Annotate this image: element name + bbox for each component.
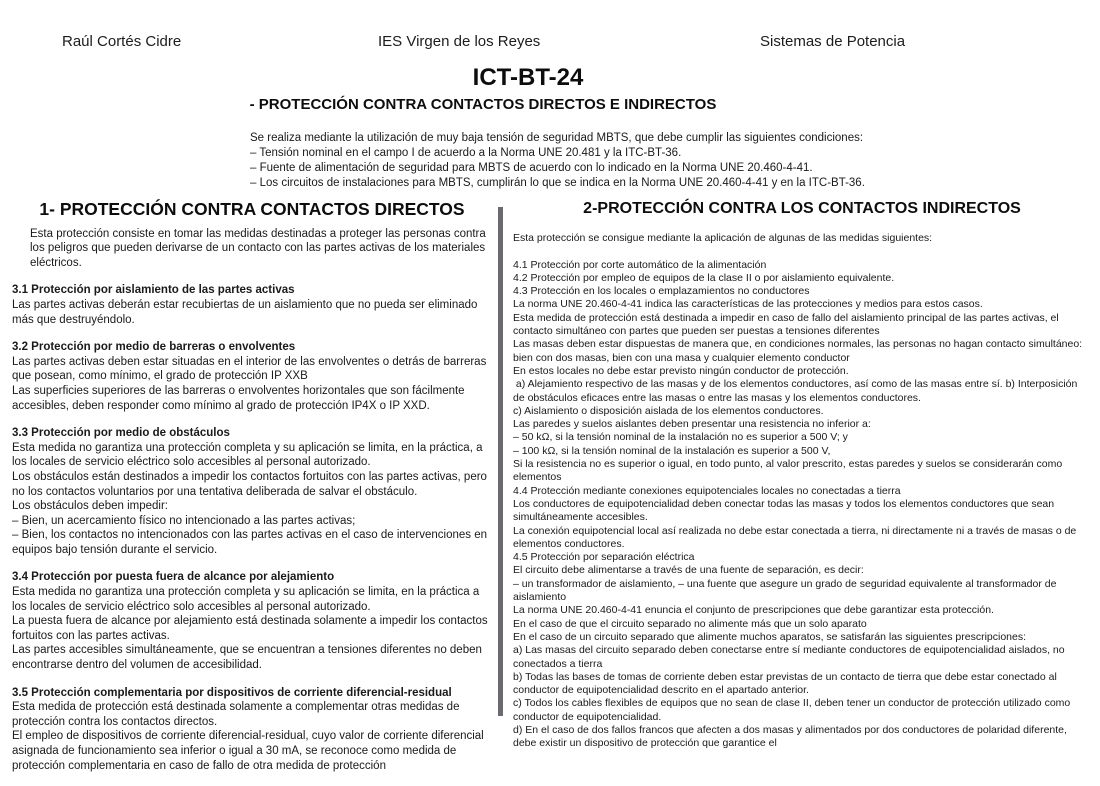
- section-3-5: [12, 686, 492, 774]
- section-3-5-heading: 3.5 Protección complementaria por dispositivos de corriente diferencial-residual: [12, 686, 452, 699]
- right-column-line: 4.5 Protección por separación eléctrica: [513, 551, 695, 564]
- section-3-1-heading: 3.1 Protección por aislamiento de las partes activas: [12, 284, 295, 297]
- right-column-line: Los conductores de equipotencialidad deben conectar todas las masas y todos los elementos conductores que sean simultáneamente accesibles.: [513, 497, 1058, 524]
- intro-block: [250, 131, 865, 191]
- right-column-line: a) Alejamiento respectivo de las masas y de los elementos conductores, así como de las masas entre sí. b) Interposición de obstáculos eficaces entre las masas o entre las masas y los elementos conductores.: [513, 378, 1081, 404]
- left-column-heading: 1- PROTECCIÓN CONTRA CONTACTOS DIRECTOS: [39, 199, 465, 219]
- right-column-line: – 50 kΩ, si la tensión nominal de la instalación no es superior a 500 V; y: [513, 431, 848, 444]
- right-column-line: La conexión equipotencial local así realizada no debe estar conectada a tierra, ni directamente ni a través de masas o de elementos conductores.: [513, 524, 1080, 550]
- right-column-line: c) Aislamiento o disposición aislada de los elementos conductores.: [513, 404, 824, 417]
- right-column-line: – 100 kΩ, si la tensión nominal de la instalación es superior a 500 V,: [513, 444, 831, 457]
- document-title: ICT-BT-24: [472, 64, 584, 91]
- right-column-indirect-contacts: [513, 202, 1091, 751]
- right-column-heading: 2-PROTECCIÓN CONTRA LOS CONTACTOS INDIRECTOS: [583, 200, 1021, 217]
- right-column-line: Las paredes y suelos aislantes deben presentar una resistencia no inferior a:: [513, 418, 871, 431]
- document-subtitle: - PROTECCIÓN CONTRA CONTACTOS DIRECTOS E INDIRECTOS: [249, 96, 717, 113]
- right-column-line: En estos locales no debe estar previsto ningún conductor de protección.: [513, 364, 849, 377]
- right-column-line: La norma UNE 20.460-4-41 enuncia el conjunto de prescripciones que debe garantizar esta protección.: [513, 604, 994, 617]
- right-column-line: 4.4 Protección mediante conexiones equipotenciales locales no conectadas a tierra: [513, 484, 901, 497]
- section-3-2: [12, 340, 492, 413]
- column-divider: [498, 207, 503, 716]
- header-institution: IES Virgen de los Reyes: [378, 33, 541, 50]
- intro-bullet: – Fuente de alimentación de seguridad para MBTS de acuerdo con lo indicado en la Norma UNE 20.460-4-41.: [250, 162, 813, 174]
- section-3-2-paragraph: Las partes activas deben estar situadas en el interior de las envolventes o detrás de barreras que posean, como mínimo, el grado de protección IP XXB: [12, 355, 490, 383]
- section-3-1: [12, 283, 492, 327]
- right-column-line: a) Las masas del circuito separado deben conectarse entre sí mediante conductores de equipotencialidad aislados, no conectados a tierra: [513, 644, 1068, 670]
- section-3-4-heading: 3.4 Protección por puesta fuera de alcance por alejamiento: [12, 571, 335, 584]
- intro-bullet: – Tensión nominal en el campo I de acuerdo a la Norma UNE 20.481 y la ITC-BT-36.: [250, 147, 682, 159]
- right-column-intro: Esta protección se consigue mediante la aplicación de algunas de las medidas siguientes:: [513, 232, 933, 245]
- section-3-3-paragraph: Los obstáculos están destinados a impedir los contactos fortuitos con las partes activas, pero no los contactos voluntarios por una tentativa deliberada de salvar el obstáculo.: [12, 470, 491, 498]
- section-3-3-paragraph: Esta medida no garantiza una protección completa y su aplicación se limita, en la práctica, a los locales de servicio eléctrico solo accesibles al personal autorizado.: [12, 441, 486, 469]
- section-3-3-paragraph: – Bien, los contactos no intencionados con las partes activas en el caso de intervenciones en equipos bajo tensión durante el servicio.: [12, 529, 491, 556]
- right-column-line: El circuito debe alimentarse a través de una fuente de separación, es decir:: [513, 564, 864, 577]
- left-column-direct-contacts: [12, 199, 492, 786]
- header-author: Raúl Cortés Cidre: [62, 33, 182, 50]
- right-column-line: d) En el caso de dos fallos francos que afecten a dos masas y alimentados por dos conductores de polaridad diferente, debe existir un dispositivo de protección que garantice el: [513, 723, 1070, 750]
- right-column-line: b) Todas las bases de tomas de corriente deben estar previstas de un contacto de tierra que debe estar conectado al conductor de equipotencialidad descrito en el apartado anterior.: [513, 670, 1060, 697]
- section-3-3-heading: 3.3 Protección por medio de obstáculos: [12, 427, 230, 440]
- section-3-2-paragraph: Las superficies superiores de las barreras o envolventes horizontales que son fácilmente accesibles, deben responder como mínimo al grado de protección IP4X o IP XXD.: [12, 384, 468, 412]
- right-column-line: La norma UNE 20.460-4-41 indica las características de las protecciones y medios para estos casos.: [513, 298, 983, 311]
- section-3-5-paragraph: El empleo de dispositivos de corriente diferencial-residual, cuyo valor de corriente diferencial asignada de funcionamiento sea inferior o igual a 30 mA, se reconoce como medida de protección complementaria en caso de fallo de otra medida de protección: [12, 730, 487, 772]
- header-course: Sistemas de Potencia: [760, 33, 906, 50]
- section-3-3-paragraph: – Bien, un acercamiento físico no intencionado a las partes activas;: [12, 514, 356, 527]
- intro-lead: Se realiza mediante la utilización de muy baja tensión de seguridad MBTS, que debe cumplir las siguientes condiciones:: [250, 132, 864, 144]
- left-column-intro: Esta protección consiste en tomar las medidas destinadas a proteger las personas contra los peligros que pueden derivarse de un contacto con las partes activas de los materiales eléctricos.: [30, 227, 486, 269]
- intro-bullet: – Los circuitos de instalaciones para MBTS, cumplirán lo que se indica en la Norma UNE 20.460-4-41 y en la ITC-BT-36.: [250, 177, 865, 189]
- section-3-3: [12, 426, 492, 557]
- right-column-line: En el caso de un circuito separado que alimente muchos aparatos, se satisfarán las siguientes prescripciones:: [513, 630, 1027, 643]
- section-3-4-paragraph: Esta medida no garantiza una protección completa y su aplicación se limita, en la práctica a los locales de servicio eléctrico solo accesibles al personal autorizado.: [12, 586, 483, 613]
- right-column-line: Si la resistencia no es superior o igual, en todo punto, al valor prescrito, estas paredes y suelos se considerarán como elementos: [513, 458, 1066, 484]
- right-column-line: Esta medida de protección está destinada a impedir en caso de fallo del aislamiento principal de las partes activas, el contacto simultáneo con partes que pueden ser puestas a tensiones diferentes: [513, 311, 1062, 338]
- right-column-line: 4.1 Protección por corte automático de la alimentación: [513, 258, 767, 271]
- section-3-1-paragraph: Las partes activas deberán estar recubiertas de un aislamiento que no pueda ser eliminado más que destruyéndolo.: [12, 298, 481, 326]
- section-3-3-paragraph: Los obstáculos deben impedir:: [12, 500, 168, 513]
- section-3-5-paragraph: Esta medida de protección está destinada solamente a complementar otras medidas de protección contra los contactos directos.: [12, 701, 463, 728]
- right-column-line: – un transformador de aislamiento, – una fuente que asegure un grado de seguridad equivalente al transformador de aislamiento: [513, 577, 1060, 604]
- right-column-line: En el caso de que el circuito separado no alimente más que un solo aparato: [513, 617, 867, 630]
- section-3-4-paragraph: Las partes accesibles simultáneamente, que se encuentran a tensiones diferentes no deben encontrarse dentro del volumen de accesibilidad.: [12, 644, 486, 672]
- section-3-4-paragraph: La puesta fuera de alcance por alejamiento está destinada solamente a impedir los contactos fortuitos con las partes activas.: [12, 615, 491, 642]
- right-column-line: c) Todos los cables flexibles de equipos que no sean de clase II, deben tener un conductor de protección utilizado como conductor de equipotencialidad.: [513, 697, 1074, 723]
- right-column-line: 4.3 Protección en los locales o emplazamientos no conductores: [513, 285, 810, 298]
- section-3-2-heading: 3.2 Protección por medio de barreras o envolventes: [12, 341, 296, 354]
- right-column-line: Las masas deben estar dispuestas de manera que, en condiciones normales, las personas no hagan contacto simultáneo: bien con dos masas, bien con una masa y cualquier elemento conductor: [513, 338, 1086, 364]
- right-column-line: 4.2 Protección por empleo de equipos de la clase II o por aislamiento equivalente.: [513, 271, 895, 284]
- section-3-4: [12, 570, 492, 672]
